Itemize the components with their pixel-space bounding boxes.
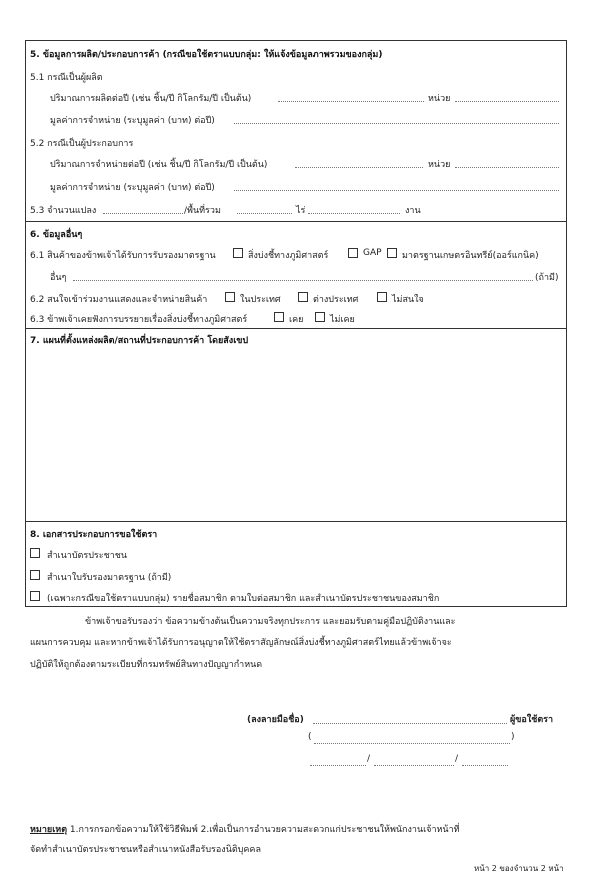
ngan-field[interactable] [308,213,400,214]
date-month-field[interactable] [374,765,454,766]
organic-checkbox[interactable] [387,248,397,258]
attended-no-checkbox[interactable] [315,312,325,322]
certificate-copy-label: สำเนาใบรับรองมาตรฐาน (ถ้ามี) [47,573,172,583]
attended-yes-label: เคย [289,315,304,325]
not-interested-checkbox[interactable] [377,292,387,302]
section-5-box [25,40,567,222]
domestic-checkbox[interactable] [225,292,235,302]
page-number: หน้า 2 ของจำนวน 2 หน้า [474,864,564,873]
map-drawing-area[interactable] [30,350,560,515]
abroad-checkbox[interactable] [298,292,308,302]
if-any-label: (ถ้ามี) [535,273,559,283]
name-close-paren: ) [511,732,515,742]
sales-quantity-label: ปริมาณการจำหน่ายต่อปี (เช่น ชิ้น/ปี กิโลกรัม/ปี เป็นต้น) [50,160,268,170]
declaration-line-3: ปฏิบัติให้ถูกต้องตามระเบียบที่กรมทรัพย์สินทางปัญญากำหนด [30,660,263,670]
others-label: อื่นๆ [50,273,67,283]
gi-checkbox[interactable] [233,248,243,258]
declaration-line-1: ข้าพเจ้าขอรับรองว่า ข้อความข้างต้นเป็นความจริงทุกประการ และยอมรับตามคู่มือปฏิบัติงานและ [85,617,456,627]
printed-name-field[interactable] [314,743,510,744]
section-6-3-label: 6.3 ข้าพเจ้าเคยฟังการบรรยายเรื่องสิ่งบ่งชี้ทางภูมิศาสตร์ [30,315,248,325]
sales-quantity-field[interactable] [295,167,423,168]
sales-value-field-2[interactable] [234,190,559,191]
gap-checkbox[interactable] [348,248,358,258]
domestic-option-label: ในประเทศ [240,295,281,305]
unit-field-1[interactable] [455,101,559,102]
section-6-1-label: 6.1 สินค้าของข้าพเจ้าได้รับการรับรองมาตรฐาน [30,251,216,261]
production-quantity-field[interactable] [278,101,424,102]
unit-field-2[interactable] [455,167,559,168]
plot-count-field[interactable] [103,213,183,214]
production-quantity-label: ปริมาณการผลิตต่อปี (เช่น ชิ้น/ปี กิโลกรัม/ปี เป็นต้น) [50,94,252,104]
ngan-label: งาน [405,206,421,216]
gap-option-label: GAP [363,248,382,258]
note-line-1 [30,822,460,836]
section-5-title: 5. ข้อมูลการผลิต/ประกอบการค้า (กรณีขอใช้ตราแบบกลุ่ม: ให้แจ้งข้อมูลภาพรวมของกลุ่ม) [30,50,383,60]
sales-value-label-1: มูลค่าการจำหน่าย (ระบุมูลค่า (บาท) ต่อปี) [50,116,215,126]
applicant-label: ผู้ขอใช้ตรา [510,715,554,725]
note-label: หมายเหตุ [30,825,68,835]
unit-label-1: หน่วย [428,94,451,104]
unit-label-2: หน่วย [428,160,451,170]
certificate-copy-checkbox[interactable] [30,570,40,580]
organic-option-label: มาตรฐานเกษตรอินทรีย์(ออร์แกนิค) [402,251,539,261]
id-card-copy-checkbox[interactable] [30,548,40,558]
section-6-2-label: 6.2 สนใจเข้าร่วมงานแสดงและจำหน่ายสินค้า [30,295,208,305]
section-8-title: 8. เอกสารประกอบการขอใช้ตรา [30,530,158,540]
abroad-option-label: ต่างประเทศ [313,295,359,305]
section-7-title: 7. แผนที่ตั้งแหล่งผลิต/สถานที่ประกอบการค้า โดยสังเขป [30,336,249,346]
date-slash-2: / [455,754,459,764]
section-5-1-label: 5.1 กรณีเป็นผู้ผลิต [30,73,103,83]
not-interested-option-label: ไม่สนใจ [392,295,424,305]
attended-yes-checkbox[interactable] [274,312,284,322]
member-list-checkbox[interactable] [30,591,40,601]
rai-field[interactable] [237,213,292,214]
member-list-label: (เฉพาะกรณีขอใช้ตราแบบกลุ่ม) รายชื่อสมาชิก ตามใบต่อสมาชิก และสำเนาบัตรประชาชนของสมาชิก [47,594,440,604]
declaration-line-2: แผนการควบคุม และหากข้าพเจ้าได้รับการอนุญาตให้ใช้ตราสัญลักษณ์สิ่งบ่งชี้ทางภูมิศาสตร์ไทยแล้วข้าพเจ้าจะ [30,638,452,648]
signature-label: (ลงลายมือชื่อ) [247,715,304,725]
date-slash-1: / [367,754,371,764]
sales-value-label-2: มูลค่าการจำหน่าย (ระบุมูลค่า (บาท) ต่อปี) [50,183,215,193]
date-year-field[interactable] [462,765,508,766]
note-text-1: 1.การกรอกข้อความให้ใช้วิธีพิมพ์ 2.เพื่อเป็นการอำนวยความสะดวกแก่ประชาชนให้พนักงานเจ้าหน้าที่ [67,825,460,835]
note-line-2: จัดทำสำเนาบัตรประชาชนหรือสำเนาหนังสือรับรองนิติบุคคล [30,845,261,855]
signature-field[interactable] [313,723,507,724]
total-area-label: /พื้นที่รวม [184,206,221,216]
rai-label: ไร่ [296,206,306,216]
name-open-paren: ( [308,732,312,742]
section-5-2-label: 5.2 กรณีเป็นผู้ประกอบการ [30,139,134,149]
gi-option-label: สิ่งบ่งชี้ทางภูมิศาสตร์ [248,251,329,261]
section-6-title: 6. ข้อมูลอื่นๆ [30,230,83,240]
others-field[interactable] [73,280,533,281]
sales-value-field-1[interactable] [234,123,559,124]
section-5-3-label: 5.3 จำนวนแปลง [30,206,97,216]
id-card-copy-label: สำเนาบัตรประชาชน [47,551,128,561]
attended-no-label: ไม่เคย [330,315,355,325]
date-day-field[interactable] [310,765,366,766]
